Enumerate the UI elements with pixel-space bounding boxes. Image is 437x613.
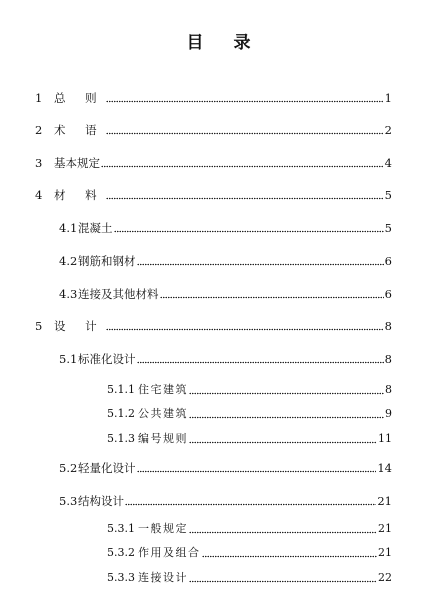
toc-entry-number: 1 (35, 91, 43, 105)
dot-leader (106, 94, 384, 103)
toc-entry-5-3[interactable] (59, 494, 392, 508)
dot-leader (189, 525, 377, 534)
toc-entry-3[interactable] (35, 156, 392, 170)
dot-leader (189, 386, 384, 395)
toc-entry-page: 22 (378, 571, 392, 584)
toc-entry-label: 连接及其他材料 (78, 287, 159, 301)
toc-entry-4-2[interactable] (59, 254, 392, 268)
dot-leader (114, 224, 384, 233)
dot-leader (106, 126, 384, 135)
toc-entry-label: 轻量化设计 (78, 461, 136, 475)
toc-entry-number: 5.3 (59, 494, 78, 508)
toc-entry-page: 5 (384, 221, 392, 235)
toc-entry-page: 14 (377, 461, 392, 475)
dot-leader (137, 257, 384, 266)
toc-entry-1[interactable] (35, 91, 392, 105)
dot-leader (106, 191, 384, 200)
toc-entry-number: 5.3.2 (107, 546, 135, 559)
toc-entry-number: 4 (35, 188, 43, 202)
toc-entry-5-3-3[interactable] (107, 571, 392, 585)
toc-entry-number: 4.2 (59, 254, 78, 268)
toc-entry-5-1-2[interactable] (107, 407, 392, 421)
toc-entry-number: 5.3.1 (107, 522, 135, 535)
toc-entry-page: 1 (384, 91, 392, 105)
dot-leader (106, 322, 384, 331)
toc-entry-number: 5 (35, 319, 43, 333)
toc-entry-label: 设 计 (54, 319, 105, 333)
toc-entry-page: 4 (384, 156, 392, 170)
toc-entry-5-3-2[interactable] (107, 546, 392, 560)
toc-entry-label: 公共建筑 (138, 407, 188, 420)
toc-entry-5-1-3[interactable] (107, 432, 392, 446)
toc-entry-number: 2 (35, 123, 43, 137)
toc-entry-4-1[interactable] (59, 221, 392, 235)
toc-entry-label: 总 则 (54, 91, 105, 105)
toc-entry-2[interactable] (35, 123, 392, 137)
toc-entry-label: 结构设计 (78, 494, 124, 508)
toc-entry-number: 4.1 (59, 221, 78, 235)
dot-leader (160, 290, 384, 299)
toc-entry-number: 5.2 (59, 461, 78, 475)
toc-entry-label: 连接设计 (138, 571, 188, 584)
toc-entry-page: 11 (378, 432, 392, 445)
toc-entry-page: 8 (384, 319, 392, 333)
toc-entry-page: 21 (378, 522, 392, 535)
dot-leader (189, 410, 384, 419)
toc-entry-number: 5.1 (59, 352, 78, 366)
toc-entry-label: 标准化设计 (78, 352, 136, 366)
toc-entry-page: 9 (385, 407, 392, 420)
dot-leader (189, 435, 377, 444)
toc-entry-number: 5.3.3 (107, 571, 135, 584)
toc-entry-number: 4.3 (59, 287, 78, 301)
toc-entry-4-3[interactable] (59, 287, 392, 301)
toc-entry-page: 8 (385, 383, 392, 396)
toc-entry-4[interactable] (35, 188, 392, 202)
toc-entry-number: 3 (35, 156, 43, 170)
toc-entry-page: 6 (384, 254, 392, 268)
toc-entry-page: 5 (384, 188, 392, 202)
toc-entry-label: 术 语 (54, 123, 105, 137)
toc-entry-5-1-1[interactable] (107, 383, 392, 397)
toc-entry-number: 5.1.3 (107, 432, 135, 445)
toc-title: 目 录 (186, 33, 263, 53)
toc-entry-number: 5.1.1 (107, 383, 135, 396)
toc-entry-number: 5.1.2 (107, 407, 135, 420)
dot-leader (202, 549, 378, 558)
toc-entry-label: 钢筋和钢材 (78, 254, 136, 268)
toc-entry-5[interactable] (35, 319, 392, 333)
toc-entry-5-1[interactable] (59, 352, 392, 366)
dot-leader (137, 464, 377, 473)
dot-leader (101, 159, 384, 168)
dot-leader (137, 355, 384, 364)
toc-entry-label: 作用及组合 (138, 546, 201, 559)
toc-entry-5-3-1[interactable] (107, 522, 392, 536)
toc-entry-page: 2 (384, 123, 392, 137)
toc-entry-label: 住宅建筑 (138, 383, 188, 396)
toc-entry-label: 材 料 (54, 188, 105, 202)
toc-entry-label: 一般规定 (138, 522, 188, 535)
toc-entry-5-2[interactable] (59, 461, 392, 475)
toc-entry-label: 基本规定 (54, 156, 100, 170)
toc-entry-label: 混凝土 (78, 221, 113, 235)
dot-leader (189, 574, 377, 583)
toc-entry-page: 21 (377, 494, 392, 508)
toc-entry-page: 6 (384, 287, 392, 301)
toc-entry-page: 21 (378, 546, 392, 559)
toc-entry-label: 编号规则 (138, 432, 188, 445)
toc-entry-page: 8 (384, 352, 392, 366)
dot-leader (125, 497, 376, 506)
